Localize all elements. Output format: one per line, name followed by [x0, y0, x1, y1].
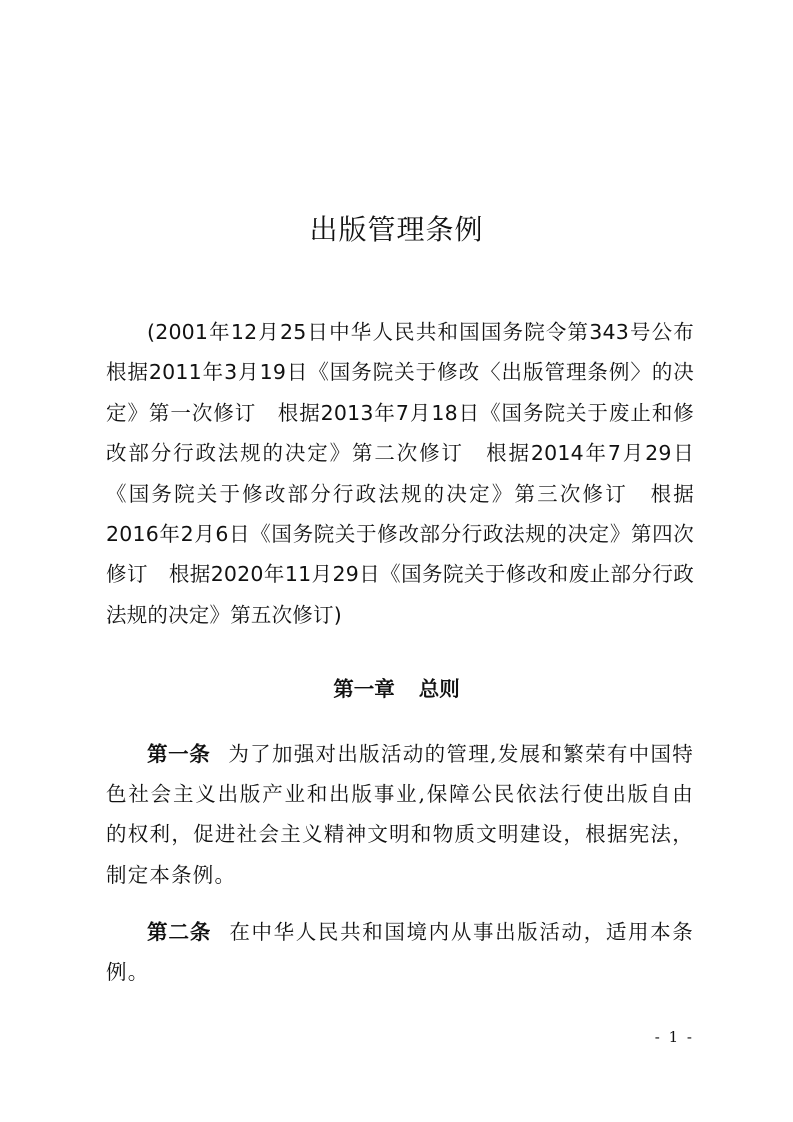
preamble-paragraph: (2001年12月25日中华人民共和国国务院令第343号公布 根据2011年3月19日《国务院关于修改〈出版管理条例〉的决定》第一次修订 根据2013年7月18日《国务院关于废止和修改部分行政法规的决定》第二次修订 根据2014年7月29日《国务院关于修改部分行政法规的决定》第三次修订 根据2016年2月6日《国务院关于修改部分行政法规的决定》第四次修订 根据2020年11月29日《国务院关于修改和废止部分行政法规的决定》第五次修订)	[106, 320, 715, 627]
chapter-name: 总则	[418, 677, 460, 701]
article-paragraph	[106, 734, 694, 895]
article-number: 第二条	[147, 920, 212, 944]
article-number: 第一条	[147, 742, 211, 766]
chapter-heading	[0, 672, 793, 702]
article-text: 在中华人民共和国境内从事出版活动，适用本条例。	[106, 920, 694, 985]
chapter-number: 第一章	[333, 677, 395, 701]
article-paragraph	[106, 912, 694, 992]
document-title: 出版管理条例	[309, 213, 484, 246]
page-number: - 1 -	[654, 1028, 694, 1046]
article-text: 为了加强对出版活动的管理,发展和繁荣有中国特色社会主义出版产业和出版事业,保障公民依法行使出版自由的权利，促进社会主义精神文明和物质文明建设，根据宪法，制定本条例。	[106, 742, 694, 887]
